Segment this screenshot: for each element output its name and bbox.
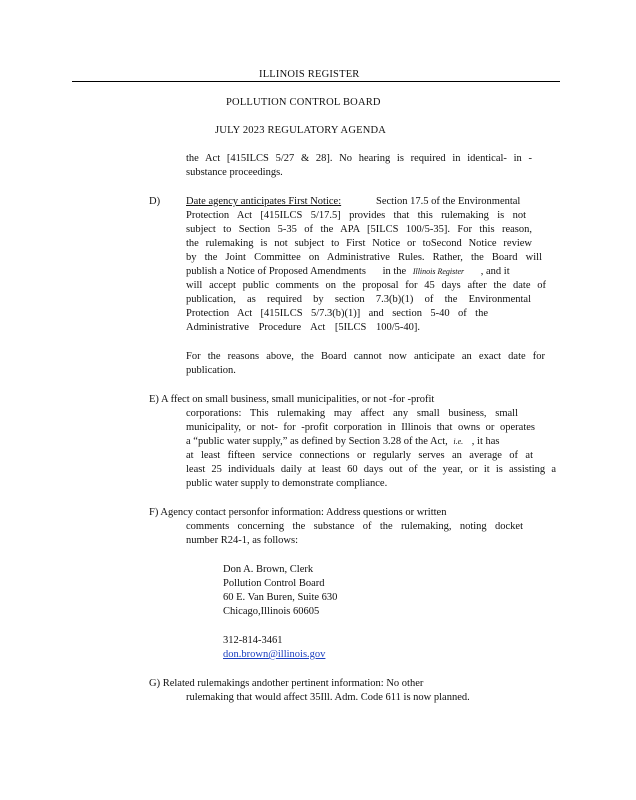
section-e-line: corporations: This rulemaking may affect any small business, small — [186, 408, 518, 419]
section-d-line: the rulemaking is not subject to First Notice or toSecond Notice review — [186, 238, 532, 249]
section-d-para2: For the reasons above, the Board cannot now anticipate an exact date for — [186, 351, 545, 362]
section-g-line: rulemaking that would affect 35Ill. Adm. Code 611 is now planned. — [186, 692, 470, 703]
section-g-heading: G) Related rulemakings andother pertinent information: No other — [149, 678, 424, 689]
section-d-publish-line — [186, 265, 548, 279]
section-f-heading: F) Agency contact personfor information: Address questions or written — [149, 507, 447, 518]
public-water-text: a “public water supply,” as defined by Section 3.28 of the Act, — [186, 436, 448, 447]
section-d-line: Protection Act [415ILCS 5/17.5] provides that this rulemaking is not — [186, 210, 526, 221]
register-title: ILLINOIS REGISTER — [259, 69, 360, 80]
section-f-line: comments concerning the substance of the rulemaking, noting docket — [186, 521, 523, 532]
section-e-line: municipality, or not- for -profit corporation in Illinois that owns or operates — [186, 422, 535, 433]
section-d-line: Protection Act [415ILCS 5/7.3(b)(1)] and section 5-40 of the — [186, 308, 488, 319]
contact-phone: 312-814-3461 — [223, 635, 283, 646]
section-f-line: number R24-1, as follows: — [186, 535, 298, 546]
contact-org: Pollution Control Board — [223, 578, 325, 589]
section-d-line: publication, as required by section 7.3(b)(1) of the Environmental — [186, 294, 531, 305]
section-d-line: subject to Section 5-35 of the APA [5ILCS 100/5-35]. For this reason, — [186, 224, 532, 235]
section-d-line: will accept public comments on the proposal for 45 days after the date of — [186, 280, 546, 291]
section-d-line: Section 17.5 of the Environmental — [376, 196, 521, 207]
contact-street: 60 E. Van Buren, Suite 630 — [223, 592, 338, 603]
agenda-title: JULY 2023 REGULATORY AGENDA — [215, 125, 387, 136]
section-d-para2: publication. — [186, 365, 236, 376]
publish-in: in the — [382, 266, 407, 277]
section-d-line: by the Joint Committee on Administrative Rules. Rather, the Board will — [186, 252, 542, 263]
intro-line: substance proceedings. — [186, 167, 283, 178]
section-e-line: least 25 individuals daily at least 60 days out of the year, or it is assisting a — [186, 464, 556, 475]
section-e-heading: E) A ffect on small business, small municipalities, or not -for -profit — [149, 394, 435, 405]
contact-city: Chicago,Illinois 60605 — [223, 606, 320, 617]
section-d-line: Administrative Procedure Act [5ILCS 100/5-40]. — [186, 322, 420, 333]
publish-text: publish a Notice of Proposed Amendments — [186, 266, 366, 277]
intro-line: the Act [415ILCS 5/27 & 28]. No hearing is required in identical- in - — [186, 153, 532, 164]
ie-italic: i.e. — [453, 437, 464, 446]
publish-end: , and it — [480, 266, 510, 277]
section-d-marker: D) — [149, 196, 161, 207]
illinois-register-italic: Illinois Register — [412, 267, 465, 276]
header-rule — [72, 81, 560, 82]
board-title: POLLUTION CONTROL BOARD — [226, 97, 381, 108]
section-d-heading: Date agency anticipates First Notice: — [186, 196, 342, 207]
contact-name: Don A. Brown, Clerk — [223, 564, 314, 575]
section-e-line-4 — [186, 435, 500, 449]
section-e-line: at least fifteen service connections or regularly serves an average of at — [186, 450, 533, 461]
contact-email-link[interactable]: don.brown@illinois.gov — [223, 649, 326, 660]
section-e-line: public water supply to demonstrate compliance. — [186, 478, 388, 489]
it-has: , it has — [471, 436, 500, 447]
